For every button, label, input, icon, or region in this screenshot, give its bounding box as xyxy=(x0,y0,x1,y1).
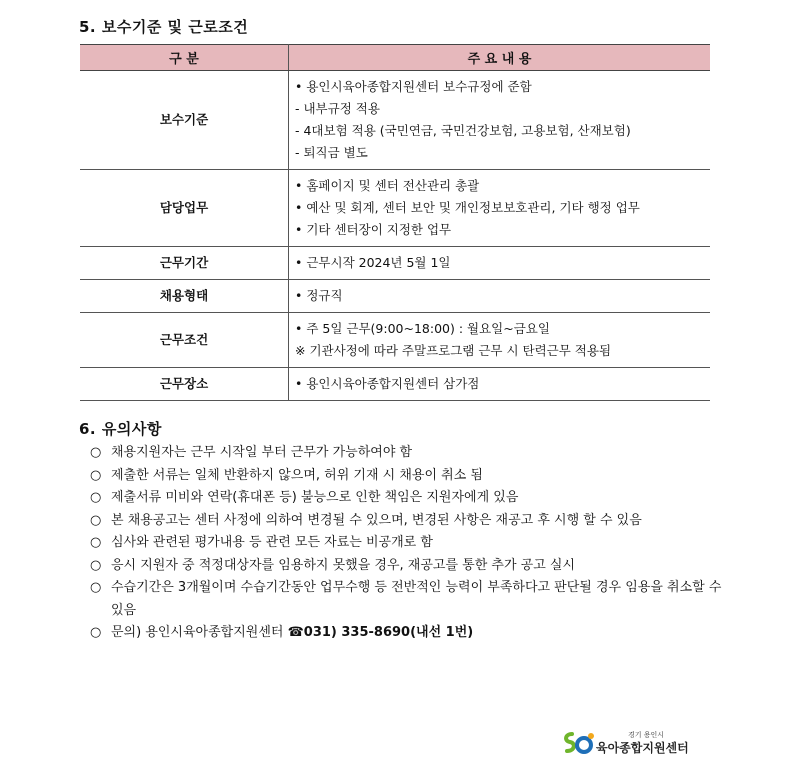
row-label: 담당업무 xyxy=(80,170,289,247)
notice-text: 채용지원자는 근무 시작일 부터 근무가 가능하여야 함 xyxy=(111,445,413,460)
contact-phone: ☎031) 335-8690(내선 1번) xyxy=(287,625,474,640)
list-item xyxy=(90,487,730,510)
circle-bullet-icon: ○ xyxy=(90,535,102,550)
logo-city: 경기 용인시 xyxy=(628,731,665,739)
content-line: • 기타 센터장이 지정한 업무 xyxy=(295,222,452,237)
conditions-table xyxy=(80,44,710,401)
table-row xyxy=(80,313,710,368)
table-row xyxy=(80,368,710,401)
contact-text xyxy=(111,622,730,645)
row-content xyxy=(289,313,711,368)
content-line: • 주 5일 근무(9:00~18:00) : 월요일~금요일 xyxy=(295,321,550,336)
list-item xyxy=(90,532,730,555)
circle-bullet-icon: ○ xyxy=(90,512,102,528)
content-line: • 홈페이지 및 센터 전산관리 총괄 xyxy=(295,178,480,193)
circle-bullet-icon: ○ xyxy=(90,557,102,573)
table-row xyxy=(80,247,710,280)
list-item xyxy=(90,442,730,465)
notice-list xyxy=(90,442,730,645)
list-item xyxy=(90,555,730,578)
logo-mark-icon xyxy=(562,730,596,756)
row-label: 근무장소 xyxy=(80,368,289,401)
notice-text: 본 채용공고는 센터 사정에 의하여 변경될 수 있으며, 변경된 사항은 재공고 후 시행 할 수 있음 xyxy=(111,512,642,528)
table-row xyxy=(80,170,710,247)
notice-text: 제출한 서류는 일체 반환하지 않으며, 허위 기재 시 채용이 취소 됨 xyxy=(111,467,483,483)
content-line: - 퇴직금 별도 xyxy=(295,145,368,160)
content-line: ※ 기관사정에 따라 주말프로그램 근무 시 탄력근무 적용됨 xyxy=(295,343,612,358)
row-content xyxy=(289,170,711,247)
notice-text: 응시 지원자 중 적정대상자를 임용하지 못했을 경우, 재공고를 통한 추가 공고 실시 xyxy=(111,557,576,573)
contact-prefix: 문의) 용인시육아종합지원센터 xyxy=(111,625,288,640)
content-line: - 4대보험 적용 (국민연금, 국민건강보험, 고용보험, 산재보험) xyxy=(295,123,631,138)
logo xyxy=(562,730,689,756)
header-category: 구 분 xyxy=(80,45,289,71)
table-row xyxy=(80,71,710,170)
circle-bullet-icon: ○ xyxy=(90,625,102,640)
circle-bullet-icon: ○ xyxy=(90,580,102,595)
section-5-title: 5. 보수기준 및 근로조건 xyxy=(79,18,249,36)
row-label: 근무조건 xyxy=(80,313,289,368)
row-label: 보수기준 xyxy=(80,71,289,170)
row-label: 채용형태 xyxy=(80,280,289,313)
content-line: • 예산 및 회계, 센터 보안 및 개인정보보호관리, 기타 행정 업무 xyxy=(295,200,640,215)
content-line: • 용인시육아종합지원센터 삼가점 xyxy=(295,376,480,391)
circle-bullet-icon: ○ xyxy=(90,467,102,483)
row-content xyxy=(289,368,711,401)
notice-text: 제출서류 미비와 연락(휴대폰 등) 불능으로 인한 책임은 지원자에게 있음 xyxy=(111,490,519,505)
row-content xyxy=(289,71,711,170)
content-line: - 내부규정 적용 xyxy=(295,101,380,116)
content-line: • 근무시작 2024년 5월 1일 xyxy=(295,255,451,270)
circle-bullet-icon: ○ xyxy=(90,490,102,505)
list-item xyxy=(90,577,730,622)
row-content xyxy=(289,247,711,280)
notice-text: 심사와 관련된 평가내용 등 관련 모든 자료는 비공개로 함 xyxy=(111,535,433,550)
list-item xyxy=(90,465,730,488)
row-label: 근무기간 xyxy=(80,247,289,280)
table-header-row xyxy=(80,45,710,71)
contact-item xyxy=(90,622,730,645)
row-content xyxy=(289,280,711,313)
content-line: • 정규직 xyxy=(295,288,343,303)
content-line: • 용인시육아종합지원센터 보수규정에 준함 xyxy=(295,79,532,94)
table-row xyxy=(80,280,710,313)
logo-name: 육아종합지원센터 xyxy=(596,741,689,755)
circle-bullet-icon: ○ xyxy=(90,445,102,460)
header-content: 주 요 내 용 xyxy=(289,45,711,71)
list-item xyxy=(90,510,730,533)
section-6-title: 6. 유의사항 xyxy=(79,420,162,438)
notice-text: 수습기간은 3개월이며 수습기간동안 업무수행 등 전반적인 능력이 부족하다고 판단될 경우 임용을 취소할 수 있음 xyxy=(111,580,722,618)
